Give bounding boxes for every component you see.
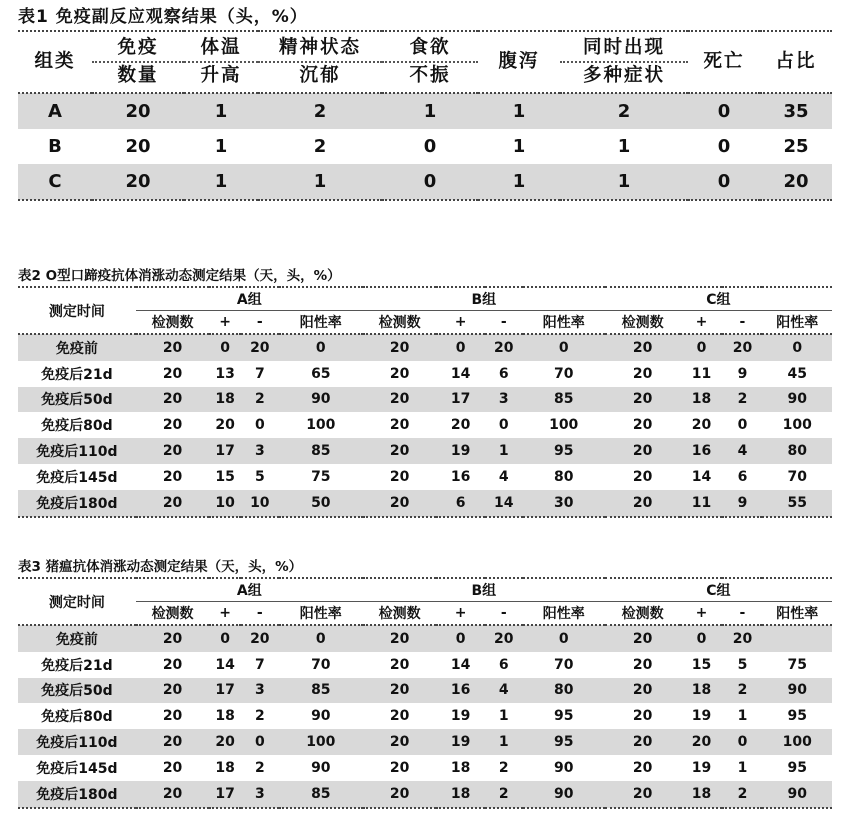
table-cell: 20 [162,468,183,485]
subheader-cell: 阳性率 [299,315,342,331]
table-cell: 0 [220,339,230,356]
table-cell: 85 [311,682,331,699]
table-cell: 95 [553,708,574,725]
table-cell: 17 [215,682,235,699]
table-cell: 2 [498,759,509,776]
table-cell: 20 [632,391,653,408]
table-cell: 65 [311,365,331,382]
table-cell: 20 [632,708,653,725]
table-cell: 20 [162,365,183,382]
table-cell: 0 [498,417,509,434]
table-cell: 20 [162,417,183,434]
group-header: C组 [605,287,832,311]
table1-header-cell [760,31,832,93]
table-cell: 20 [389,365,410,382]
table-cell: 7 [254,365,265,382]
table-row [18,781,832,808]
table-cell: 20 [389,468,410,485]
table-cell: 14 [215,656,235,673]
table1-header-cell [688,31,760,93]
table-cell: 20 [632,443,653,460]
table3-caption: 表3 猪瘟抗体消涨动态测定结果（天，头，%） [18,559,303,575]
table-cell: 90 [311,391,331,408]
table-cell: 35 [783,101,809,122]
table-cell: 6 [455,494,466,511]
measurement-time-header: 测定时间 [48,594,105,611]
subheader-cell: + [219,314,231,330]
header-line: 不振 [409,65,451,86]
subheader-cell: 检测数 [151,315,194,331]
table-cell: 1 [737,759,748,776]
table-cell: 20 [162,656,183,673]
table-cell: 免疫后21d [41,366,113,383]
table-cell: 0 [455,339,466,356]
table-cell: 55 [787,494,807,511]
table-cell: 16 [450,682,471,699]
table-cell: 70 [311,656,331,673]
table-cell: 2 [617,101,631,122]
table-cell: A [48,101,62,122]
table-row [18,703,832,729]
table1-header-cell [382,31,478,93]
header-line: 组类 [34,51,76,72]
table-cell: 1 [498,708,509,725]
table-cell: 14 [450,656,471,673]
table1-row [18,129,832,164]
table-cell: 5 [254,468,265,485]
table-cell: 13 [215,365,235,382]
table-cell: 85 [553,391,574,408]
table-cell: 免疫后145d [36,760,118,777]
table-cell: 20 [632,494,653,511]
table-cell: 75 [787,656,807,673]
t3-subheader-row [18,602,832,626]
subheader-cell: 阳性率 [776,606,819,622]
table-cell: 20 [162,708,183,725]
table-cell: 2 [313,101,327,122]
table-cell: 1 [617,136,631,157]
subheader-cell: + [219,605,231,621]
table-cell: 4 [498,682,509,699]
table-cell: 20 [632,468,653,485]
table-cell: 20 [162,734,183,751]
group-header: B组 [363,287,605,311]
table-cell: 1 [512,101,526,122]
table-cell: 20 [162,391,183,408]
table-cell: 20 [389,682,410,699]
table-cell: 20 [389,734,410,751]
table-cell: 100 [549,417,579,434]
table-cell: B [48,136,62,157]
table-cell: 1 [617,171,631,192]
table-cell: 0 [717,101,731,122]
table-cell: 20 [389,417,410,434]
table-cell: 2 [498,785,509,802]
subheader-cell: + [695,314,708,330]
table-cell: 0 [792,339,803,356]
table-cell: 免疫后21d [41,657,113,674]
table-cell: 免疫前 [55,631,98,648]
table-cell: 20 [125,171,151,192]
table-cell: 90 [311,708,331,725]
table-cell: 75 [311,468,331,485]
table1-row [18,164,832,200]
table1-header-row [18,31,832,93]
subheader-cell: - [739,314,746,330]
table1-body [18,93,832,200]
header-line: 死亡 [703,51,745,72]
table-cell: 20 [389,630,410,647]
table-cell: 20 [632,759,653,776]
table-cell: 90 [787,785,807,802]
table-cell: 3 [498,391,509,408]
subheader-cell: 阳性率 [776,315,819,331]
table-cell: 10 [250,494,270,511]
table-cell: 1 [512,136,526,157]
table-cell: 20 [732,339,753,356]
subheader-cell: - [256,314,263,330]
table-cell: 17 [215,785,235,802]
table-cell: 免疫后50d [41,392,113,409]
table-row [18,334,832,361]
table-cell: 15 [215,468,235,485]
table-cell: 9 [737,365,748,382]
table-cell: 10 [215,494,235,511]
table-cell: 免疫后180d [36,495,118,512]
fmd-antibody-table [18,286,832,518]
table-cell: 18 [691,785,712,802]
header-line: 数量 [117,65,159,86]
subheader-cell: 阳性率 [542,606,585,622]
table-cell: 0 [423,171,437,192]
table-cell: 9 [737,494,748,511]
subheader-cell: - [256,605,263,621]
table-cell: 免疫后80d [41,418,113,435]
table-cell: 1 [214,171,228,192]
table1-header-cell [478,31,560,93]
table-cell: 80 [553,468,574,485]
subheader-cell: - [739,605,746,621]
table-cell: 70 [553,365,574,382]
table-cell: 90 [553,759,574,776]
header-line: 同时出现 [560,35,688,63]
table-cell: 20 [162,682,183,699]
header-line: 沉郁 [299,65,341,86]
table-cell: 6 [737,468,748,485]
table-cell: 20 [389,656,410,673]
table-cell: 1 [512,171,526,192]
table-cell: 14 [450,365,471,382]
table-cell: 7 [254,656,265,673]
table-cell: 20 [162,785,183,802]
table1-header-cell [258,31,382,93]
table-cell: 20 [125,136,151,157]
table-cell: 20 [494,630,514,647]
table-row [18,678,832,704]
subheader-cell: 检测数 [621,606,664,622]
table-cell: 0 [455,630,466,647]
table-cell: 100 [306,734,336,751]
table-cell: 2 [254,708,265,725]
table-cell: 6 [498,365,509,382]
table-cell: 20 [162,759,183,776]
table-cell: 16 [691,443,712,460]
table-cell: 19 [691,759,712,776]
table-cell: 100 [782,417,812,434]
table-cell: 1 [214,101,228,122]
table1-caption: 表1 免疫副反应观察结果（头，%） [18,7,308,27]
table-cell: 3 [254,682,265,699]
table-cell: 2 [737,682,748,699]
table-cell: 2 [254,391,265,408]
table-cell: 20 [125,101,151,122]
table-cell: 20 [691,417,712,434]
header-line: 食欲 [382,35,478,63]
table-cell: 90 [787,391,807,408]
table-cell: 20 [783,171,809,192]
table-cell: 0 [423,136,437,157]
table-cell: 95 [553,443,574,460]
table-cell: 85 [311,785,331,802]
table-cell: 20 [389,391,410,408]
table-cell: 45 [787,365,807,382]
table-row [18,729,832,755]
subheader-cell: 检测数 [151,606,194,622]
table-cell: 95 [553,734,574,751]
table-cell: 18 [691,682,712,699]
table-cell: 免疫后80d [41,709,113,726]
table-cell: 20 [494,339,514,356]
table-cell: 0 [558,630,569,647]
table-cell: 0 [315,339,326,356]
table-cell: 19 [450,708,471,725]
table-cell: 70 [553,656,574,673]
table-cell: 17 [215,443,235,460]
table-row [18,755,832,781]
table-cell: 19 [450,443,471,460]
table-cell: 20 [389,443,410,460]
subheader-cell: + [454,605,467,621]
header-line: 体温 [184,35,258,63]
table-cell: 85 [311,443,331,460]
table-row [18,438,832,464]
subheader-cell: 阳性率 [299,606,342,622]
group-header: A组 [136,578,363,602]
table-cell: 0 [254,734,265,751]
table-row [18,412,832,438]
table-cell: 免疫后145d [36,469,118,486]
table-row [18,490,832,517]
header-line: 升高 [200,65,242,86]
table-cell: 80 [787,443,807,460]
t3-group-row [18,578,832,602]
table-cell: 3 [254,785,265,802]
table-cell: 90 [787,682,807,699]
table-cell: 0 [696,339,707,356]
table1-header-cell [560,31,688,93]
table-cell: 6 [498,656,509,673]
table-cell: 免疫后110d [36,735,118,752]
table-cell: 20 [632,734,653,751]
table-cell: 免疫后180d [36,786,118,803]
table-cell: 0 [717,171,731,192]
table-cell: 95 [787,708,807,725]
table-cell: 90 [311,759,331,776]
table-cell: 90 [553,785,574,802]
table-cell: 20 [632,365,653,382]
csf-antibody-table [18,577,832,809]
table2-caption: 表2 O型口蹄疫抗体消涨动态测定结果（天，头，%） [18,268,341,284]
table1-row [18,93,832,129]
table-cell: 18 [215,708,235,725]
table-cell: 20 [250,630,270,647]
table-cell: 0 [737,417,748,434]
table-cell: 20 [632,656,653,673]
table-cell: 4 [737,443,748,460]
table1-header-cell [184,31,258,93]
subheader-cell: + [454,314,467,330]
table-cell: 20 [632,682,653,699]
table-cell: 20 [389,494,410,511]
table-cell: 30 [553,494,574,511]
subheader-cell: 检测数 [378,315,421,331]
table-cell: 2 [254,759,265,776]
table-cell: 20 [389,759,410,776]
table-cell: 20 [162,443,183,460]
measurement-time-header: 测定时间 [48,303,105,320]
subheader-cell: 检测数 [621,315,664,331]
table-cell: 3 [254,443,265,460]
header-line: 免疫 [92,35,184,63]
table-cell: 80 [553,682,574,699]
table-cell: 100 [306,417,336,434]
table-row [18,464,832,490]
subheader-cell: + [695,605,708,621]
table-cell: 免疫后110d [36,444,118,461]
t2-group-row [18,287,832,311]
subheader-cell: - [500,605,507,621]
table-row [18,361,832,387]
table-cell: 0 [717,136,731,157]
table-cell: 1 [737,708,748,725]
table-cell: 免疫后50d [41,683,113,700]
table-cell: C [48,171,62,192]
table-cell: 20 [162,339,183,356]
subheader-cell: 阳性率 [542,315,585,331]
table-cell: 14 [494,494,514,511]
table-cell: 20 [691,734,712,751]
table-cell: 20 [162,494,183,511]
table1-header-cell [92,31,184,93]
table-cell: 1 [498,443,509,460]
table-cell: 11 [691,365,712,382]
table-cell: 70 [787,468,807,485]
table-cell: 14 [691,468,712,485]
table-cell: 18 [450,785,471,802]
table-cell: 20 [732,630,753,647]
table-cell: 20 [632,339,653,356]
table-cell: 20 [389,339,410,356]
table-cell: 5 [737,656,748,673]
table-row [18,652,832,678]
group-header: C组 [605,578,832,602]
table-cell: 100 [782,734,812,751]
table-cell: 0 [254,417,265,434]
table-cell: 2 [313,136,327,157]
table-cell: 20 [632,417,653,434]
t2-subheader-row [18,311,832,335]
table-cell: 0 [696,630,707,647]
table-cell: 1 [313,171,327,192]
group-header: A组 [136,287,363,311]
table-row [18,625,832,652]
table-cell: 17 [450,391,471,408]
header-line: 多种症状 [582,65,665,86]
subheader-cell: 检测数 [378,606,421,622]
table-cell: 18 [450,759,471,776]
subheader-cell: - [500,314,507,330]
table-cell: 16 [450,468,471,485]
table-cell: 25 [783,136,809,157]
table-cell: 0 [220,630,230,647]
table-cell: 免疫前 [55,340,98,357]
table-cell: 2 [737,391,748,408]
table-cell: 1 [423,101,437,122]
table-cell [762,625,832,652]
group-header: B组 [363,578,605,602]
table-cell: 19 [691,708,712,725]
table-cell: 95 [787,759,807,776]
table-cell: 18 [215,759,235,776]
header-line: 腹泻 [498,51,540,72]
side-reaction-table [18,30,832,201]
table-cell: 20 [215,734,235,751]
table-cell: 18 [215,391,235,408]
table-cell: 0 [558,339,569,356]
table-cell: 50 [311,494,331,511]
header-line: 占比 [775,51,817,72]
table-cell: 0 [315,630,326,647]
table-cell: 1 [214,136,228,157]
table-cell: 19 [450,734,471,751]
table-cell: 4 [498,468,509,485]
table-cell: 20 [389,708,410,725]
table-cell: 11 [691,494,712,511]
table-cell: 20 [250,339,270,356]
table-cell: 20 [450,417,471,434]
table-cell: 20 [632,785,653,802]
table-row [18,387,832,413]
table-cell: 20 [162,630,183,647]
table-cell: 18 [691,391,712,408]
table-cell: 1 [498,734,509,751]
table-cell: 20 [632,630,653,647]
table-cell: 15 [691,656,712,673]
table-cell: 2 [737,785,748,802]
table-cell: 20 [215,417,235,434]
header-line: 精神状态 [258,35,382,63]
table1-header-cell [18,31,92,93]
table-cell: 20 [389,785,410,802]
table-cell: 0 [737,734,748,751]
